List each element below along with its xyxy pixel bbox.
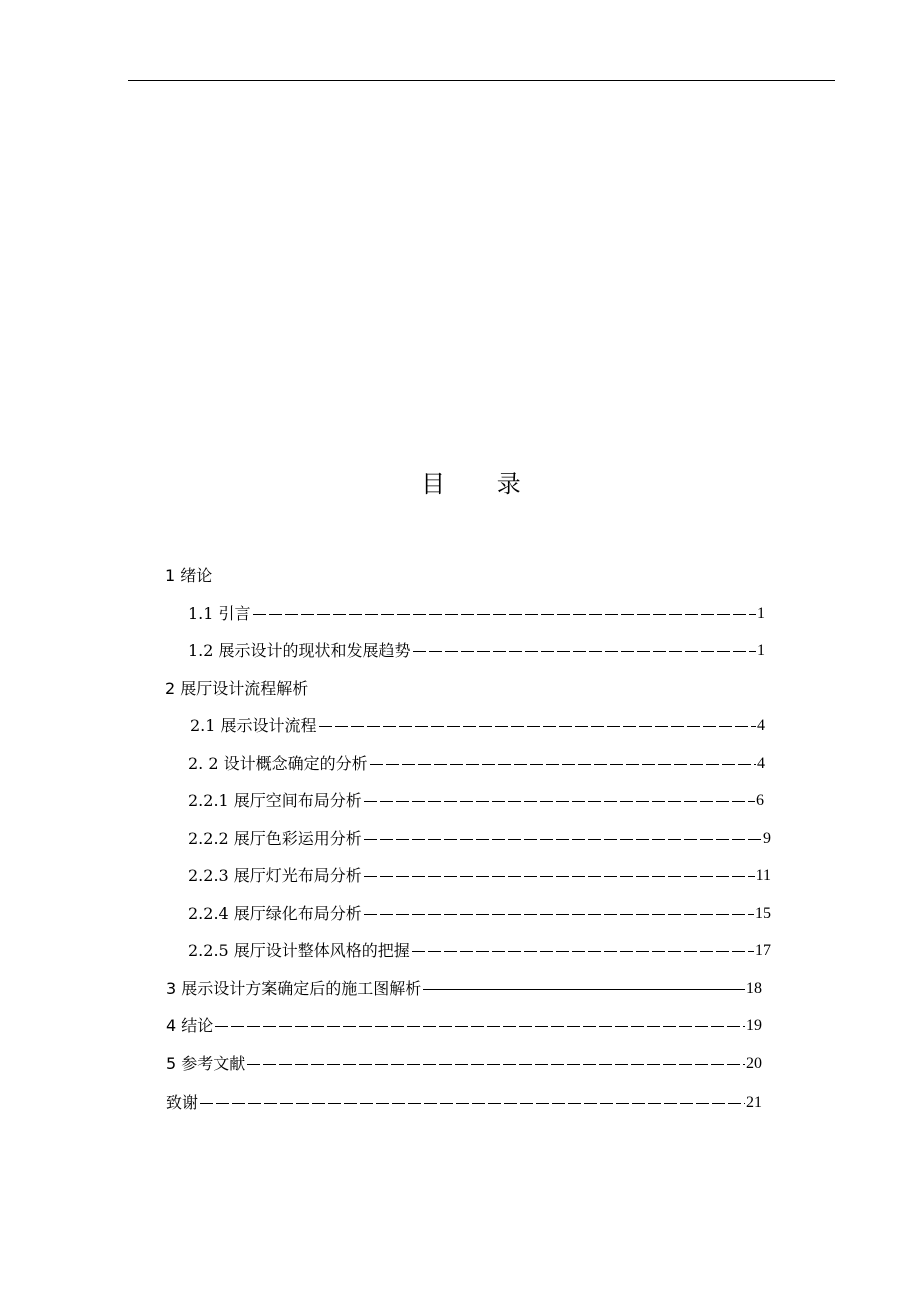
- toc-entry-label: 2.2.5 展厅设计整体风格的把握: [188, 941, 410, 960]
- toc-leader: [413, 651, 756, 652]
- toc-entry-page: 21: [746, 1094, 762, 1111]
- toc-entry-label: 5 参考文献: [166, 1054, 246, 1073]
- toc-entry[interactable]: [165, 677, 465, 701]
- toc-leader: [247, 1064, 745, 1065]
- toc-entry-label: 3 展示设计方案确定后的施工图解析: [166, 979, 422, 998]
- toc-leader: [370, 764, 756, 765]
- toc-entry[interactable]: [166, 1014, 762, 1038]
- toc-entry[interactable]: [188, 864, 771, 888]
- toc-leader: [364, 914, 754, 915]
- toc-entry-label: 2.2.4 展厅绿化布局分析: [188, 904, 362, 923]
- toc-entry-label: 1 绪论: [165, 566, 213, 585]
- toc-entry-label: 2.2.3 展厅灯光布局分析: [188, 866, 362, 885]
- toc-leader: [215, 1026, 745, 1027]
- toc-entry-label: 2.1 展示设计流程: [190, 716, 317, 735]
- toc-leader: [200, 1103, 745, 1104]
- toc-leader: [364, 801, 755, 802]
- toc-entry-page: 15: [755, 905, 771, 922]
- toc-entry-label: 2. 2 设计概念确定的分析: [188, 754, 368, 773]
- toc-entry-label: 1.2 展示设计的现状和发展趋势: [188, 641, 411, 660]
- toc-entry-page: 9: [763, 830, 771, 847]
- toc-leader: [319, 726, 756, 727]
- toc-entry-page: 4: [757, 755, 765, 772]
- toc-entry-page: 6: [756, 792, 764, 809]
- toc-leader: [423, 989, 745, 990]
- toc-entry[interactable]: [165, 564, 465, 588]
- toc-entry[interactable]: [166, 977, 762, 1001]
- toc-entry[interactable]: [188, 902, 771, 926]
- toc-leader: [364, 876, 755, 877]
- toc-entry-page: 1: [757, 642, 765, 659]
- toc-entry-label: 致谢: [166, 1093, 199, 1112]
- toc-entry-label: 4 结论: [166, 1016, 214, 1035]
- toc-entry-label: 1.1 引言: [188, 604, 251, 623]
- toc-entry-page: 1: [757, 605, 765, 622]
- toc-entry-page: 18: [746, 980, 762, 997]
- toc-entry-page: 17: [755, 942, 771, 959]
- toc-leader: [253, 614, 756, 615]
- toc-entry-page: 19: [746, 1017, 762, 1034]
- toc-entry[interactable]: [188, 752, 765, 776]
- toc-entry-page: 4: [757, 717, 765, 734]
- toc-entry[interactable]: [188, 602, 765, 626]
- toc-entry-label: 2.2.2 展厅色彩运用分析: [188, 829, 362, 848]
- toc-entry[interactable]: [188, 827, 771, 851]
- toc-entry[interactable]: [188, 639, 765, 663]
- toc-leader: [412, 951, 754, 952]
- toc-leader: [364, 839, 762, 840]
- toc-entry-page: 11: [755, 867, 771, 884]
- toc-entry[interactable]: [188, 939, 771, 963]
- toc-entry[interactable]: [188, 789, 764, 813]
- toc-title: 目 录: [421, 470, 543, 498]
- toc-entry-label: 2.2.1 展厅空间布局分析: [188, 791, 362, 810]
- toc-entry[interactable]: [190, 714, 765, 738]
- toc-entry[interactable]: [166, 1091, 762, 1115]
- header-rule: [128, 80, 835, 81]
- toc-entry[interactable]: [166, 1052, 762, 1076]
- toc-entry-label: 2 展厅设计流程解析: [165, 679, 309, 698]
- toc-entry-page: 20: [746, 1055, 762, 1072]
